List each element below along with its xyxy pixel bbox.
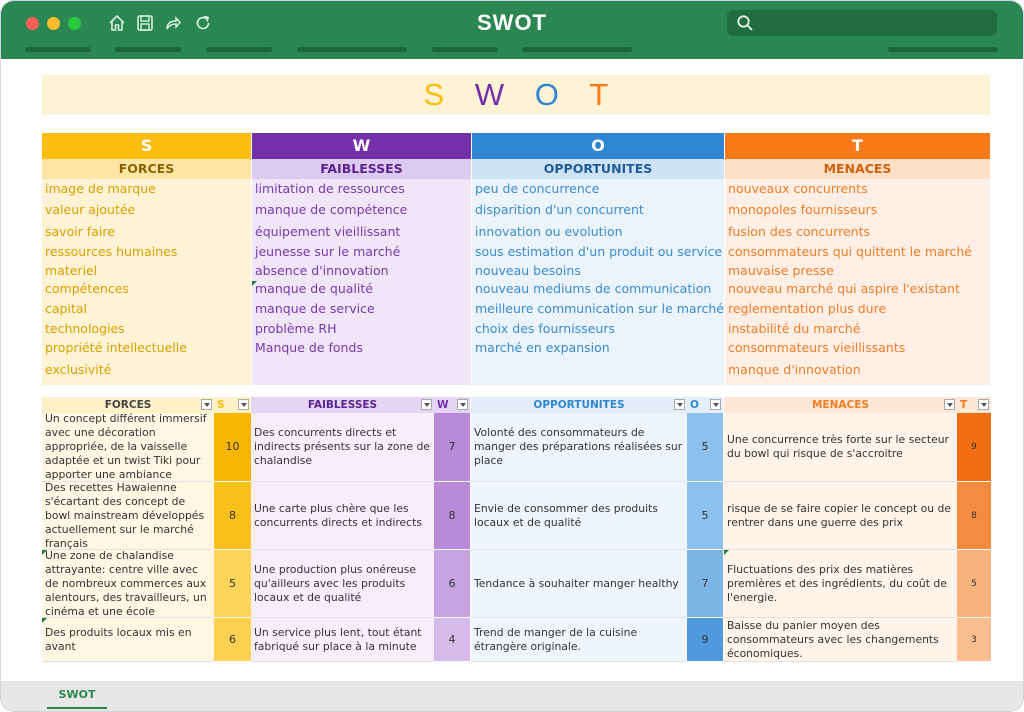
comment-marker-icon (724, 550, 729, 555)
score-cell[interactable]: 7 (687, 550, 723, 618)
table-header-faiblesses[interactable]: FAIBLESSES (251, 397, 434, 413)
quadrant-item[interactable]: instabilité du marché (728, 321, 861, 336)
quadrant-letter: O (472, 133, 724, 159)
table-header-opportunites[interactable]: OPPORTUNITES (471, 397, 687, 413)
score-cell[interactable]: 6 (434, 550, 470, 618)
ribbon-tab[interactable] (25, 47, 91, 52)
sheet-tab-bar (1, 681, 1023, 711)
table-cell[interactable]: Volonté des consommateurs de manger des préparations réalisées sur place (471, 413, 687, 482)
table-cell[interactable]: Des produits locaux mis en avant (42, 618, 214, 662)
table-cell[interactable]: Un service plus lent, tout étant fabriqué sur place à la minute (251, 618, 434, 662)
score-cell[interactable]: 5 (214, 550, 251, 618)
score-cell[interactable]: 8 (957, 482, 991, 550)
quadrant-item[interactable]: monopoles fournisseurs (728, 202, 878, 217)
quadrant-item[interactable]: choix des fournisseurs (475, 321, 615, 336)
quadrant-item[interactable]: propriété intellectuelle (45, 340, 187, 355)
window-title: SWOT (477, 10, 547, 35)
quadrant-item[interactable]: image de marque (45, 181, 156, 196)
filter-dropdown-icon[interactable] (710, 399, 721, 410)
table-header-score[interactable]: T (957, 397, 991, 413)
quadrant-item[interactable]: reglementation plus dure (728, 301, 887, 316)
quadrant-item[interactable]: technologies (45, 321, 125, 336)
score-cell[interactable]: 9 (687, 618, 723, 662)
quadrant-item[interactable]: peu de concurrence (475, 181, 600, 196)
score-cell[interactable]: 7 (434, 413, 470, 482)
quadrant-item[interactable]: sous estimation d'un produit ou service (475, 244, 723, 259)
ribbon-tab[interactable] (522, 47, 632, 52)
quadrant-item[interactable]: Manque de fonds (255, 340, 363, 355)
score-cell[interactable]: 5 (957, 550, 991, 618)
ribbon-tab[interactable] (297, 47, 407, 52)
table-cell[interactable]: Une production plus onéreuse qu'ailleurs avec les produits locaux et de qualité (251, 550, 434, 618)
filter-dropdown-icon[interactable] (674, 399, 685, 410)
quadrant-w (252, 133, 471, 385)
table-cell[interactable]: Tendance à souhaiter manger healthy (471, 550, 687, 618)
quadrant-item[interactable]: capital (45, 301, 87, 316)
ribbon-tab[interactable] (206, 47, 272, 52)
banner-letter-w: W (474, 77, 505, 112)
quadrant-item[interactable]: équipement vieillissant (255, 224, 401, 239)
quadrant-item[interactable]: fusion des concurrents (728, 224, 871, 239)
filter-dropdown-icon[interactable] (978, 399, 989, 410)
table-cell[interactable]: Des concurrents directs et indirects présents sur la zone de chalandise (251, 413, 434, 482)
quadrant-letter: T (725, 133, 990, 159)
quadrant-item[interactable]: compétences (45, 281, 129, 296)
filter-dropdown-icon[interactable] (457, 399, 468, 410)
quadrant-item[interactable]: valeur ajoutée (45, 202, 136, 217)
quadrant-item[interactable]: innovation ou evolution (475, 224, 623, 239)
filter-dropdown-icon[interactable] (421, 399, 432, 410)
table-cell[interactable]: Une concurrence très forte sur le secteur du bowl qui risque de s'accroitre (724, 413, 957, 482)
quadrant-item[interactable]: nouveau marché qui aspire l'existant (728, 281, 960, 296)
title-bar (1, 1, 1023, 59)
search-input[interactable] (727, 10, 997, 36)
swot-banner (42, 75, 990, 115)
quadrant-item[interactable]: manque de qualité (255, 281, 373, 296)
table-header-menaces[interactable]: MENACES (724, 397, 957, 413)
filter-dropdown-icon[interactable] (944, 399, 955, 410)
quadrant-s (42, 133, 251, 385)
quadrant-item[interactable]: manque d'innovation (728, 362, 861, 377)
quadrant-title: FORCES (42, 159, 251, 179)
quadrant-item[interactable]: exclusivité (45, 362, 112, 377)
score-cell[interactable]: 4 (434, 618, 470, 662)
table-header-score[interactable]: S (214, 397, 251, 413)
score-cell[interactable]: 5 (687, 482, 723, 550)
quadrant-item[interactable]: ressources humaines (45, 244, 178, 259)
table-header-forces[interactable]: FORCES (42, 397, 214, 413)
worksheet[interactable] (1, 59, 1023, 681)
score-cell[interactable]: 8 (434, 482, 470, 550)
quadrant-item[interactable]: problème RH (255, 321, 337, 336)
table-header-score[interactable]: W (434, 397, 470, 413)
quadrant-item[interactable]: jeunesse sur le marché (255, 244, 401, 259)
filter-dropdown-icon[interactable] (201, 399, 212, 410)
ribbon-tab[interactable] (888, 47, 998, 52)
quadrant-items (42, 179, 251, 385)
quadrant-title: MENACES (725, 159, 990, 179)
comment-marker-icon (42, 618, 47, 623)
quadrant-items (252, 179, 471, 385)
quadrant-item[interactable]: mauvaise presse (728, 263, 834, 278)
quadrant-items (472, 179, 724, 385)
banner-letter-o: O (534, 77, 559, 112)
quadrant-item[interactable]: manque de compétence (255, 202, 408, 217)
quadrant-t (725, 133, 990, 385)
quadrant-item[interactable]: disparition d'un concurrent (475, 202, 644, 217)
score-cell[interactable]: 10 (214, 413, 251, 482)
quadrant-title: FAIBLESSES (252, 159, 471, 179)
sheet-tab-swot[interactable]: SWOT (47, 685, 107, 709)
quadrant-item[interactable]: savoir faire (45, 224, 115, 239)
quadrant-item[interactable]: nouveau besoins (475, 263, 581, 278)
score-cell[interactable]: 6 (214, 618, 251, 662)
score-cell[interactable]: 5 (687, 413, 723, 482)
score-cell[interactable]: 9 (957, 413, 991, 482)
ribbon-tab[interactable] (432, 47, 498, 52)
quadrant-letter: W (252, 133, 471, 159)
quadrant-letter: S (42, 133, 251, 159)
banner-letter-t: T (589, 77, 609, 112)
quadrant-item[interactable]: absence d'innovation (255, 263, 389, 278)
swot-score-table (42, 397, 990, 662)
banner-letter-s: S (423, 77, 445, 112)
quadrant-item[interactable]: marché en expansion (475, 340, 610, 355)
quadrant-title: OPPORTUNITES (472, 159, 724, 179)
score-cell[interactable]: 3 (957, 618, 991, 662)
quadrant-item[interactable]: materiel (45, 263, 98, 278)
table-cell[interactable]: Baisse du panier moyen des consommateurs avec les changements économiques. (724, 618, 957, 662)
quadrant-item[interactable]: consommateurs vieillissants (728, 340, 906, 355)
table-cell[interactable]: Envie de consommer des produits locaux et de qualité (471, 482, 687, 550)
quadrant-item[interactable]: manque de service (255, 301, 375, 316)
table-cell[interactable]: risque de se faire copier le concept ou de rentrer dans une guerre des prix (724, 482, 957, 550)
table-cell[interactable]: Une carte plus chère que les concurrents directs et indirects (251, 482, 434, 550)
quadrant-items (725, 179, 990, 385)
table-cell[interactable]: Une zone de chalandise attrayante: centre ville avec de nombreux commerces aux alentours, des travailleurs, un cinéma et une école (42, 550, 214, 618)
filter-dropdown-icon[interactable] (238, 399, 249, 410)
table-cell[interactable]: Trend de manger de la cuisine étrangère originale. (471, 618, 687, 662)
comment-marker-icon (42, 550, 47, 555)
quadrant-item[interactable]: nouveaux concurrents (728, 181, 868, 196)
table-cell[interactable]: Fluctuations des prix des matières premières et des ingrédients, du coût de l'energie. (724, 550, 957, 618)
table-cell[interactable]: Des recettes Hawaienne s'écartant des concept de bowl mainstream développés actuellement sur le marché français (42, 482, 214, 550)
search-icon (736, 14, 754, 32)
quadrant-o (472, 133, 724, 385)
quadrant-item[interactable]: limitation de ressources (255, 181, 405, 196)
score-cell[interactable]: 8 (214, 482, 251, 550)
comment-marker-icon (252, 281, 257, 286)
quadrant-item[interactable]: consommateurs qui quittent le marché (728, 244, 973, 259)
table-cell[interactable]: Un concept différent immersif avec une décoration appropriée, de la vaisselle adaptée et un twist Tiki pour apporter une ambiance (42, 413, 214, 482)
table-header-score[interactable]: O (687, 397, 723, 413)
quadrant-item[interactable]: meilleure communication sur le marché (475, 301, 724, 316)
quadrant-item[interactable]: nouveau mediums de communication (475, 281, 712, 296)
ribbon-tab[interactable] (115, 47, 181, 52)
